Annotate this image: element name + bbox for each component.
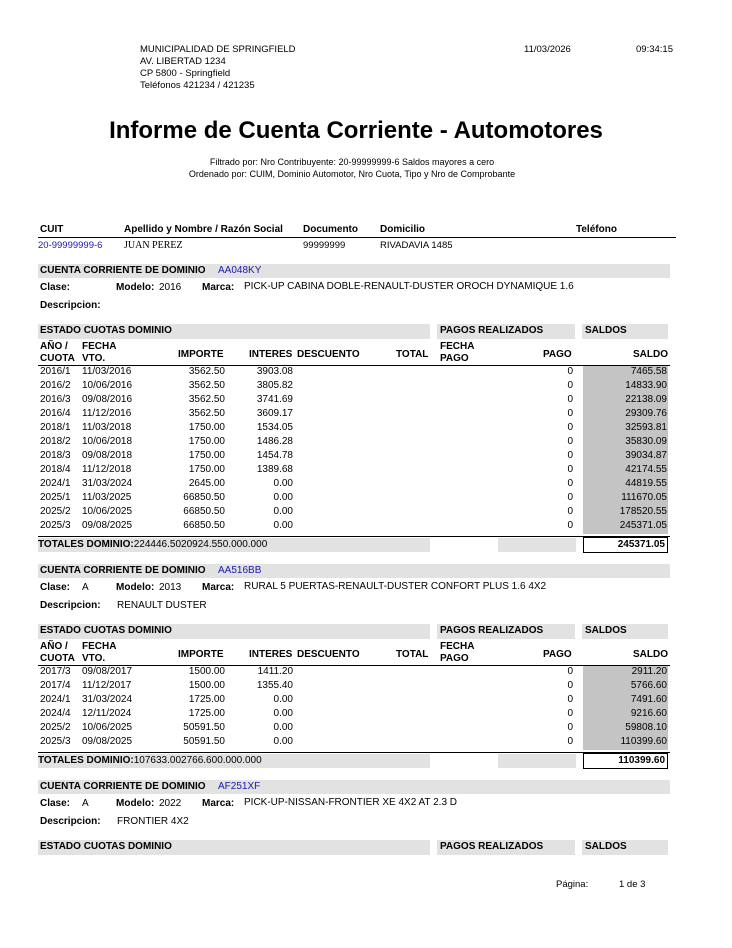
cell-fecha-vto: 31/03/2024	[82, 478, 133, 489]
modelo-label: Modelo:	[116, 282, 155, 293]
cell-fecha-vto: 10/06/2025	[82, 722, 133, 733]
domain-plate[interactable]: AA516BB	[218, 565, 262, 576]
table-row	[38, 380, 670, 394]
cell-pago: 0	[567, 492, 573, 503]
cell-importe: 3562.50	[188, 408, 225, 419]
cell-fecha-vto: 09/08/2025	[82, 520, 133, 531]
cell-cuota: 2016/4	[40, 408, 71, 419]
cell-saldo: 245371.05	[619, 520, 667, 531]
cell-importe: 1750.00	[188, 450, 225, 461]
table-row	[38, 680, 670, 694]
cell-cuota: 2018/2	[40, 436, 71, 447]
cell-saldo: 5766.60	[630, 680, 667, 691]
col-nombre: Apellido y Nombre / Razón Social	[124, 224, 283, 235]
cell-fecha-vto: 09/08/2018	[82, 450, 133, 461]
cell-fecha-vto: 09/08/2016	[82, 394, 133, 405]
cell-cuota: 2016/3	[40, 394, 71, 405]
marca-value: PICK-UP CABINA DOBLE-RENAULT-DUSTER OROCH DYNAMIQUE 1.6	[244, 281, 574, 292]
saldos-header: SALDOS	[585, 625, 627, 636]
table-row	[38, 492, 670, 506]
table-row	[38, 478, 670, 492]
cell-cuota: 2025/2	[40, 722, 71, 733]
col-interes: INTERES	[249, 349, 293, 360]
col-descuento: DESCUENTO	[297, 649, 360, 660]
estado-header: ESTADO CUOTAS DOMINIO	[40, 625, 172, 636]
cell-saldo: 7465.58	[630, 366, 667, 377]
cell-saldo: 22138.09	[625, 394, 667, 405]
cell-interes: 0.00	[273, 694, 293, 705]
contrib-nombre: JUAN PEREZ	[124, 240, 183, 251]
cell-pago: 0	[567, 380, 573, 391]
descripcion-value: FRONTIER 4X2	[117, 816, 189, 827]
col-importe: IMPORTE	[178, 349, 224, 360]
descripcion-label: Descripcion:	[40, 816, 101, 827]
descripcion-label: Descripcion:	[40, 300, 101, 311]
modelo-label: Modelo:	[116, 582, 155, 593]
cell-fecha-vto: 12/11/2024	[82, 708, 132, 719]
cell-saldo: 178520.55	[619, 506, 667, 517]
cell-pago: 0	[567, 422, 573, 433]
cell-importe: 3562.50	[188, 394, 225, 405]
pagos-header: PAGOS REALIZADOS	[440, 841, 544, 852]
cell-pago: 0	[567, 408, 573, 419]
col-anio-2: CUOTA	[40, 653, 75, 664]
totals-label: TOTALES DOMINIO:	[38, 539, 134, 550]
header-rule	[38, 237, 676, 238]
cell-interes: 1355.40	[256, 680, 293, 691]
col-fecha-2: VTO.	[82, 353, 106, 364]
col-anio-2: CUOTA	[40, 353, 75, 364]
cell-importe: 50591.50	[183, 722, 225, 733]
contrib-domicilio: RIVADAVIA 1485	[380, 240, 453, 251]
cell-cuota: 2018/1	[40, 422, 71, 433]
cell-interes: 0.00	[273, 520, 293, 531]
org-name: MUNICIPALIDAD DE SPRINGFIELD	[140, 44, 296, 55]
domain-header-label: CUENTA CORRIENTE DE DOMINIO	[40, 265, 206, 276]
total-importe: 224446.50	[133, 539, 182, 550]
total-interes: 2766.60	[181, 755, 218, 766]
clase-label: Clase:	[40, 282, 71, 293]
cell-fecha-vto: 11/03/2025	[82, 492, 132, 503]
pagos-header: PAGOS REALIZADOS	[440, 325, 544, 336]
cell-importe: 1750.00	[188, 436, 225, 447]
totals-row	[38, 755, 670, 771]
cell-saldo: 35830.09	[625, 436, 667, 447]
cell-saldo: 9216.60	[630, 708, 667, 719]
cell-cuota: 2018/3	[40, 450, 71, 461]
col-saldo: SALDO	[633, 649, 668, 660]
cell-pago: 0	[567, 478, 573, 489]
total-total: 0.00	[242, 539, 262, 550]
total-pago: 0	[256, 755, 262, 766]
totals-rule	[38, 536, 670, 537]
col-fpago-2: PAGO	[440, 353, 469, 364]
cell-cuota: 2017/4	[40, 680, 71, 691]
cell-cuota: 2025/2	[40, 506, 71, 517]
cell-importe: 50591.50	[183, 736, 225, 747]
col-fpago-1: FECHA	[440, 341, 475, 352]
total-saldo-box: 110399.60	[583, 753, 668, 769]
table-row	[38, 666, 670, 680]
table-row	[38, 694, 670, 708]
clase-label: Clase:	[40, 798, 71, 809]
total-saldo-box: 245371.05	[583, 537, 668, 553]
contrib-documento: 99999999	[303, 240, 346, 251]
clase-label: Clase:	[40, 582, 71, 593]
cell-interes: 0.00	[273, 722, 293, 733]
cell-saldo: 39034.87	[625, 450, 667, 461]
cell-importe: 66850.50	[183, 506, 225, 517]
col-total: TOTAL	[396, 349, 429, 360]
cell-pago: 0	[567, 736, 573, 747]
org-address: AV. LIBERTAD 1234	[140, 56, 226, 67]
table-row	[38, 422, 670, 436]
descripcion-label: Descripcion:	[40, 600, 101, 611]
page-label: Página:	[556, 879, 589, 890]
cell-fecha-vto: 10/06/2016	[82, 380, 133, 391]
cell-interes: 0.00	[273, 492, 293, 503]
report-time: 09:34:15	[636, 44, 673, 55]
cell-fecha-vto: 11/12/2017	[82, 680, 132, 691]
cell-pago: 0	[567, 694, 573, 705]
cell-fecha-vto: 09/08/2017	[82, 666, 133, 677]
cell-fecha-vto: 11/03/2018	[82, 422, 132, 433]
estado-header: ESTADO CUOTAS DOMINIO	[40, 325, 172, 336]
cell-importe: 66850.50	[183, 492, 225, 503]
cell-fecha-vto: 09/08/2025	[82, 736, 133, 747]
total-descuento: 0.00	[222, 539, 243, 550]
modelo-value: 2016	[159, 282, 182, 293]
org-phones: Teléfonos 421234 / 421235	[140, 80, 255, 91]
cell-saldo: 14833.90	[625, 380, 667, 391]
cell-interes: 1534.05	[256, 422, 293, 433]
table-row	[38, 520, 670, 534]
col-anio-1: AÑO /	[40, 641, 68, 652]
col-saldo: SALDO	[633, 349, 668, 360]
cell-interes: 1454.78	[256, 450, 293, 461]
clase-value: A	[82, 582, 89, 593]
cell-importe: 66850.50	[183, 520, 225, 531]
col-pago: PAGO	[543, 649, 572, 660]
cell-interes: 1486.28	[256, 436, 293, 447]
col-telefono: Teléfono	[576, 224, 617, 235]
cell-saldo: 42174.55	[625, 464, 667, 475]
marca-label: Marca:	[202, 282, 235, 293]
cell-cuota: 2025/3	[40, 736, 71, 747]
col-fpago-1: FECHA	[440, 641, 475, 652]
cell-fecha-vto: 10/06/2018	[82, 436, 133, 447]
descripcion-value: RENAULT DUSTER	[117, 600, 207, 611]
cell-interes: 3741.69	[256, 394, 293, 405]
cell-importe: 1725.00	[188, 694, 225, 705]
cell-saldo: 29309.76	[625, 408, 667, 419]
cell-cuota: 2016/1	[40, 366, 71, 377]
modelo-value: 2013	[159, 582, 182, 593]
estado-header: ESTADO CUOTAS DOMINIO	[40, 841, 172, 852]
total-interes: 20924.55	[181, 539, 223, 550]
cell-interes: 0.00	[273, 478, 293, 489]
domain-header-label: CUENTA CORRIENTE DE DOMINIO	[40, 565, 206, 576]
cell-importe: 1500.00	[188, 680, 225, 691]
table-row	[38, 450, 670, 464]
cell-importe: 3562.50	[188, 366, 225, 377]
table-row	[38, 506, 670, 520]
saldos-header: SALDOS	[585, 325, 627, 336]
col-fecha-2: VTO.	[82, 653, 106, 664]
col-pago: PAGO	[543, 349, 572, 360]
total-importe: 107633.00	[133, 755, 182, 766]
cell-interes: 3903.08	[256, 366, 293, 377]
cell-pago: 0	[567, 722, 573, 733]
cell-importe: 1750.00	[188, 464, 225, 475]
cell-importe: 1750.00	[188, 422, 225, 433]
cell-pago: 0	[567, 708, 573, 719]
domain-header-label: CUENTA CORRIENTE DE DOMINIO	[40, 781, 206, 792]
cell-fecha-vto: 31/03/2024	[82, 694, 133, 705]
modelo-label: Modelo:	[116, 798, 155, 809]
order-line: Ordenado por: CUIM, Dominio Automotor, Nro Cuota, Tipo y Nro de Comprobante	[188, 169, 516, 179]
cell-importe: 2645.00	[188, 478, 225, 489]
clase-value: A	[82, 798, 89, 809]
cell-fecha-vto: 11/03/2016	[82, 366, 132, 377]
total-pago: 0	[261, 539, 268, 550]
cell-pago: 0	[567, 394, 573, 405]
cell-pago: 0	[567, 506, 573, 517]
total-total: 0.00	[236, 755, 257, 766]
domain-plate[interactable]: AF251XF	[218, 781, 261, 792]
marca-value: RURAL 5 PUERTAS-RENAULT-DUSTER CONFORT PLUS 1.6 4X2	[244, 581, 547, 592]
table-row	[38, 366, 670, 380]
cell-cuota: 2024/1	[40, 694, 71, 705]
cell-saldo: 110399.60	[620, 736, 667, 747]
cell-interes: 0.00	[273, 736, 293, 747]
total-descuento: 0.00	[217, 755, 237, 766]
totals-label: TOTALES DOMINIO:	[38, 755, 134, 766]
table-row	[38, 736, 670, 750]
cell-cuota: 2025/1	[40, 492, 71, 503]
col-cuit: CUIT	[40, 224, 64, 235]
col-fecha-1: FECHA	[82, 641, 117, 652]
col-total: TOTAL	[396, 649, 429, 660]
cell-saldo: 2911.20	[631, 666, 667, 677]
table-row	[38, 722, 670, 736]
cell-saldo: 59808.10	[625, 722, 667, 733]
filter-line: Filtrado por: Nro Contribuyente: 20-99999999-6 Saldos mayores a cero	[209, 157, 495, 167]
col-documento: Documento	[303, 224, 358, 235]
cell-interes: 3609.17	[256, 408, 293, 419]
cell-saldo: 32593.81	[625, 422, 667, 433]
cell-pago: 0	[567, 436, 573, 447]
cell-saldo: 111670.05	[621, 492, 667, 503]
cell-saldo: 44819.55	[625, 478, 667, 489]
marca-value: PICK-UP-NISSAN-FRONTIER XE 4X2 AT 2.3 D	[244, 797, 458, 808]
cell-cuota: 2024/4	[40, 708, 71, 719]
marca-label: Marca:	[202, 798, 235, 809]
cell-cuota: 2016/2	[40, 380, 71, 391]
report-title: Informe de Cuenta Corriente - Automotores	[109, 117, 603, 144]
cell-importe: 1500.00	[188, 666, 225, 677]
table-row	[38, 408, 670, 422]
col-importe: IMPORTE	[178, 649, 224, 660]
col-interes: INTERES	[249, 649, 293, 660]
table-row	[38, 464, 670, 478]
cell-fecha-vto: 10/06/2025	[82, 506, 133, 517]
cell-interes: 1389.68	[256, 464, 293, 475]
cell-pago: 0	[567, 464, 573, 475]
cell-pago: 0	[567, 520, 573, 531]
pagos-header: PAGOS REALIZADOS	[440, 625, 544, 636]
totals-row	[38, 539, 670, 555]
col-descuento: DESCUENTO	[297, 349, 360, 360]
saldos-header: SALDOS	[585, 841, 627, 852]
cell-cuota: 2017/3	[40, 666, 71, 677]
domain-plate[interactable]: AA048KY	[218, 265, 262, 276]
cell-interes: 0.00	[273, 708, 293, 719]
totals-rule	[38, 752, 670, 753]
col-fpago-2: PAGO	[440, 653, 469, 664]
contrib-cuit[interactable]: 20-99999999-6	[38, 240, 103, 251]
cell-importe: 3562.50	[188, 380, 225, 391]
cell-cuota: 2018/4	[40, 464, 71, 475]
org-postal: CP 5800 - Springfield	[140, 68, 231, 79]
report-date: 11/03/2026	[524, 44, 571, 55]
cell-pago: 0	[567, 666, 573, 677]
col-fecha-1: FECHA	[82, 341, 117, 352]
cell-interes: 3805.82	[256, 380, 293, 391]
cell-saldo: 7491.60	[630, 694, 667, 705]
page-number: 1 de 3	[619, 879, 646, 890]
cell-cuota: 2025/3	[40, 520, 71, 531]
modelo-value: 2022	[159, 798, 182, 809]
table-row	[38, 436, 670, 450]
cell-importe: 1725.00	[188, 708, 225, 719]
cell-pago: 0	[567, 680, 573, 691]
marca-label: Marca:	[202, 582, 235, 593]
cell-pago: 0	[567, 366, 573, 377]
cell-interes: 0.00	[273, 506, 293, 517]
cell-cuota: 2024/1	[40, 478, 71, 489]
cell-pago: 0	[567, 450, 573, 461]
table-row	[38, 394, 670, 408]
table-row	[38, 708, 670, 722]
cell-interes: 1411.20	[257, 666, 293, 677]
cell-fecha-vto: 11/12/2018	[82, 464, 132, 475]
col-anio-1: AÑO /	[40, 341, 68, 352]
cell-fecha-vto: 11/12/2016	[82, 408, 132, 419]
col-domicilio: Domicilio	[380, 224, 426, 235]
